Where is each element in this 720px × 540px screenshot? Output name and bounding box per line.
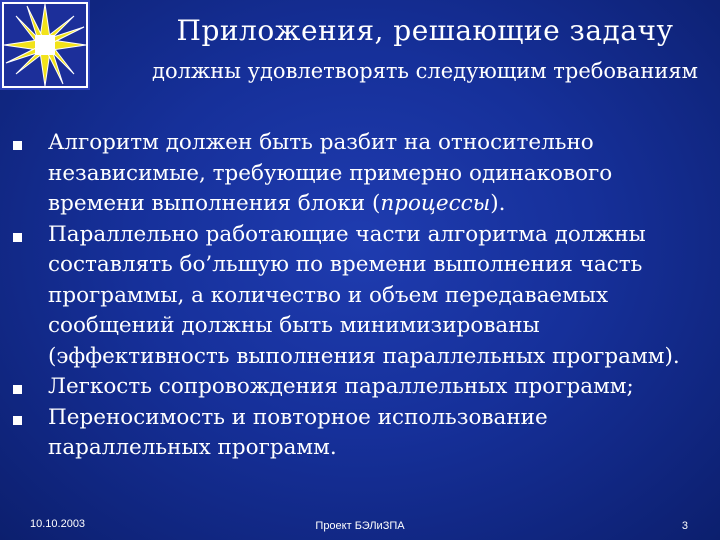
slide-title: Приложения, решающие задачу: [176, 14, 674, 47]
bullet-item: [0, 128, 720, 220]
bullet-text: Алгоритм должен быть разбит на относительно независимые, требующие примерно одинакового времени выполнения блоки (: [48, 130, 613, 216]
bullet-list: [0, 128, 720, 464]
bullet-square-icon: [13, 385, 22, 394]
bullet-text: Переносимость и повторное использование параллельных программ.: [48, 404, 548, 460]
footer-page-number: 3: [681, 520, 688, 532]
bullet-text-end: ).: [490, 191, 506, 216]
bullet-italic-term: процессы: [380, 191, 491, 216]
bullet-text: Параллельно работающие части алгоритма должны составлять бо’льшую по времени выполнения часть программы, а количество и объем передаваемых сообщений должны быть минимизированы (эффективность выполнения параллельных программ).: [48, 221, 680, 369]
slide-subtitle: должны удовлетворять следующим требованиям: [152, 59, 698, 83]
bullet-item: [0, 372, 720, 403]
bullet-square-icon: [13, 416, 22, 425]
bullet-square-icon: [13, 141, 22, 150]
footer-date: 10.10.2003: [30, 518, 86, 530]
bullet-item: [0, 220, 720, 373]
bullet-square-icon: [13, 233, 22, 242]
bullet-item: [0, 403, 720, 464]
logo-star-icon: [0, 0, 90, 90]
footer-project: Проект БЭЛиЗПА: [315, 520, 405, 532]
bullet-text: Легкость сопровождения параллельных программ;: [48, 374, 634, 399]
